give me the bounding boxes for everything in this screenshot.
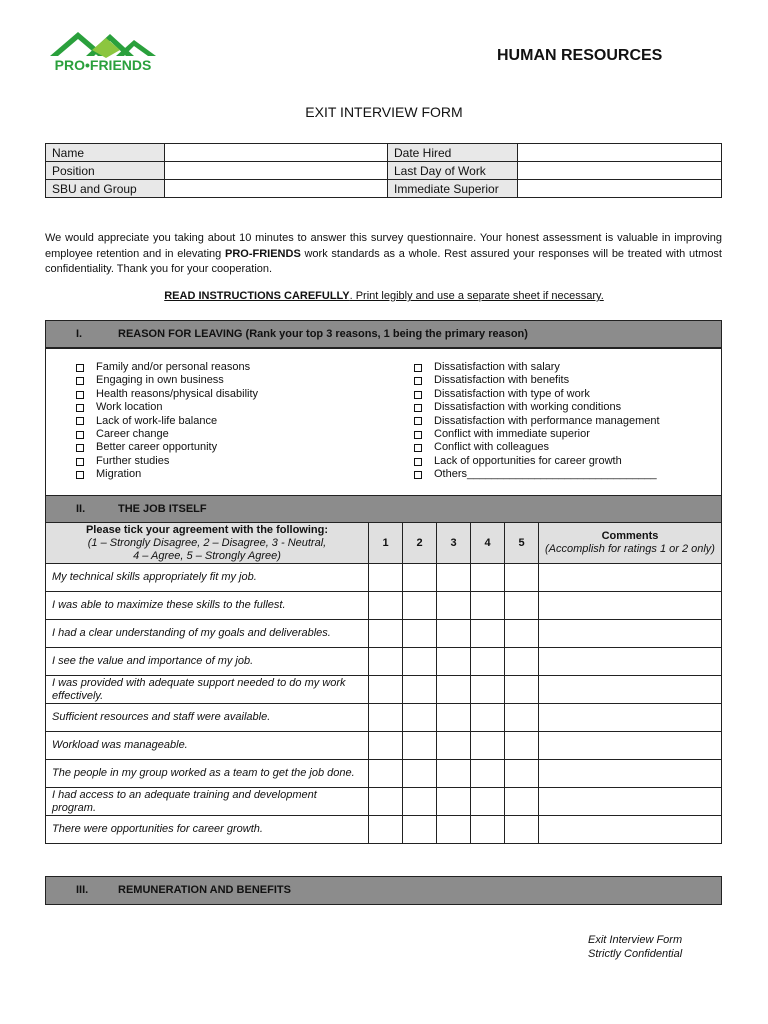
form-title: EXIT INTERVIEW FORM: [305, 104, 463, 120]
rating-header-5: 5: [505, 523, 539, 564]
reason-option-label: Lack of opportunities for career growth: [434, 454, 622, 467]
comments-title: Comments: [601, 530, 659, 542]
rating-cell-2[interactable]: [403, 760, 437, 788]
statement-text: Workload was manageable.: [46, 732, 369, 760]
rating-cell-1[interactable]: [369, 732, 403, 760]
info-row: [46, 180, 722, 198]
employee-info-table: [45, 143, 722, 198]
statement-text: There were opportunities for career growth.: [46, 816, 369, 844]
rating-cell-2[interactable]: [403, 704, 437, 732]
reason-option-label: Engaging in own business: [96, 374, 224, 387]
section-title: REASON FOR LEAVING (Rank your top 3 reasons, 1 being the primary reason): [118, 328, 528, 340]
checkbox-icon[interactable]: [414, 458, 422, 466]
info-label: Position: [46, 162, 165, 180]
comments-note: (Accomplish for ratings 1 or 2 only): [545, 543, 715, 555]
reason-option: [414, 374, 660, 387]
checkbox-icon[interactable]: [414, 444, 422, 452]
rating-header-4: 4: [471, 523, 505, 564]
rating-cell-3[interactable]: [437, 564, 471, 592]
reason-option: [414, 388, 660, 401]
checkbox-icon[interactable]: [414, 377, 422, 385]
comment-cell[interactable]: [539, 592, 722, 620]
reason-option: [414, 468, 660, 481]
reason-option: [414, 455, 660, 468]
section-header-reason-for-leaving: [45, 320, 722, 349]
reason-option: [76, 374, 258, 387]
rating-header-2: 2: [403, 523, 437, 564]
statement-text: Sufficient resources and staff were available.: [46, 704, 369, 732]
position-field[interactable]: [165, 162, 388, 180]
checkbox-icon[interactable]: [414, 417, 422, 425]
table-row: [46, 620, 722, 648]
rating-header-3: 3: [437, 523, 471, 564]
rating-cell-2[interactable]: [403, 816, 437, 844]
rating-cell-5[interactable]: [505, 676, 539, 704]
reason-option: [76, 428, 258, 441]
rating-cell-4[interactable]: [471, 704, 505, 732]
rating-cell-1[interactable]: [369, 592, 403, 620]
reason-option-label: Career change: [96, 428, 169, 441]
reason-option: [76, 441, 258, 454]
intro-text: work standards as a whole. Rest assured your responses will be treated with utmost confidentiality. Thank you for your cooperation.: [45, 247, 722, 275]
rating-cell-3[interactable]: [437, 788, 471, 816]
comment-cell[interactable]: [539, 676, 722, 704]
table-row: [46, 732, 722, 760]
rating-cell-2[interactable]: [403, 592, 437, 620]
checkbox-icon[interactable]: [414, 431, 422, 439]
footer-line: Exit Interview Form: [588, 934, 683, 946]
company-logo: [46, 26, 160, 74]
section-number: I.: [76, 328, 83, 340]
checkbox-icon[interactable]: [414, 391, 422, 399]
logo-wordmark: PRO•FRIENDS: [54, 57, 152, 73]
rating-cell-1[interactable]: [369, 788, 403, 816]
reason-option-label: Migration: [96, 468, 142, 481]
immediate-superior-field[interactable]: [518, 180, 722, 198]
mountain-logo-icon: [46, 26, 160, 58]
reason-option: [414, 415, 660, 428]
footer-line: Strictly Confidential: [588, 948, 683, 960]
reason-option: [414, 361, 660, 374]
info-row: [46, 144, 722, 162]
rating-cell-5[interactable]: [505, 816, 539, 844]
info-label: SBU and Group: [46, 180, 165, 198]
checkbox-icon[interactable]: [414, 471, 422, 479]
statement-text: I had a clear understanding of my goals and deliverables.: [46, 620, 369, 648]
section-title: REMUNERATION AND BENEFITS: [118, 884, 291, 896]
reason-option: [414, 428, 660, 441]
rating-cell-5[interactable]: [505, 788, 539, 816]
table-row: [46, 760, 722, 788]
agreement-scale: 4 – Agree, 5 – Strongly Agree): [133, 549, 281, 562]
checkbox-icon[interactable]: [76, 377, 84, 385]
info-row: [46, 162, 722, 180]
reason-option-label: Conflict with immediate superior: [434, 428, 590, 441]
checkbox-icon[interactable]: [76, 404, 84, 412]
rating-cell-3[interactable]: [437, 760, 471, 788]
rating-cell-4[interactable]: [471, 648, 505, 676]
comment-cell[interactable]: [539, 788, 722, 816]
section-header-job-itself: [45, 495, 722, 524]
rating-cell-1[interactable]: [369, 648, 403, 676]
comment-cell[interactable]: [539, 816, 722, 844]
table-row: [46, 704, 722, 732]
table-row: [46, 648, 722, 676]
reason-option-label: Others_______________________________: [434, 468, 657, 481]
rating-cell-1[interactable]: [369, 704, 403, 732]
rating-cell-5[interactable]: [505, 648, 539, 676]
info-label: Name: [46, 144, 165, 162]
rating-cell-2[interactable]: [403, 788, 437, 816]
rating-cell-4[interactable]: [471, 620, 505, 648]
rating-cell-3[interactable]: [437, 592, 471, 620]
comment-cell[interactable]: [539, 732, 722, 760]
comment-cell[interactable]: [539, 704, 722, 732]
statement-text: I was able to maximize these skills to the fullest.: [46, 592, 369, 620]
checkbox-icon[interactable]: [76, 471, 84, 479]
rating-header-1: 1: [369, 523, 403, 564]
reason-option-label: Dissatisfaction with salary: [434, 361, 560, 373]
rating-cell-4[interactable]: [471, 592, 505, 620]
table-row: [46, 592, 722, 620]
instructions-emphasis: READ INSTRUCTIONS CAREFULLY: [164, 290, 350, 302]
comment-cell[interactable]: [539, 620, 722, 648]
name-field[interactable]: [165, 144, 388, 162]
statement-text: My technical skills appropriately fit my job.: [46, 564, 369, 592]
reason-option-label: Dissatisfaction with benefits: [434, 374, 570, 387]
reason-option: [76, 468, 258, 481]
rating-cell-2[interactable]: [403, 732, 437, 760]
checkbox-icon[interactable]: [76, 431, 84, 439]
comment-cell[interactable]: [539, 564, 722, 592]
intro-brand: PRO-FRIENDS: [225, 247, 301, 260]
rating-cell-4[interactable]: [471, 564, 505, 592]
rating-cell-5[interactable]: [505, 620, 539, 648]
statement-text: I had access to an adequate training and development program.: [46, 788, 369, 816]
rating-cell-2[interactable]: [403, 676, 437, 704]
comment-cell[interactable]: [539, 760, 722, 788]
rating-cell-5[interactable]: [505, 592, 539, 620]
reason-option: [76, 415, 258, 428]
rating-cell-5[interactable]: [505, 704, 539, 732]
reason-option-label: Dissatisfaction with type of work: [434, 387, 590, 400]
rating-cell-3[interactable]: [437, 732, 471, 760]
rating-cell-4[interactable]: [471, 760, 505, 788]
reason-option-label: Better career opportunity: [96, 441, 218, 454]
last-day-field[interactable]: [518, 162, 722, 180]
intro-paragraph: [45, 231, 722, 278]
instructions: [0, 290, 768, 302]
table-row: [46, 564, 722, 592]
info-label: Date Hired: [388, 144, 518, 162]
rating-cell-1[interactable]: [369, 620, 403, 648]
department-title: HUMAN RESOURCES: [497, 47, 663, 64]
reason-option-label: Dissatisfaction with working conditions: [434, 401, 622, 414]
rating-cell-5[interactable]: [505, 760, 539, 788]
rating-cell-2[interactable]: [403, 564, 437, 592]
table-row: [46, 816, 722, 844]
section-header-remuneration: [45, 876, 722, 905]
rating-cell-3[interactable]: [437, 704, 471, 732]
rating-cell-4[interactable]: [471, 676, 505, 704]
reason-option-label: Health reasons/physical disability: [96, 387, 259, 400]
reason-option: [76, 455, 258, 468]
rating-cell-2[interactable]: [403, 648, 437, 676]
section-number: III.: [76, 884, 89, 896]
reason-options-right: [414, 361, 660, 482]
comment-cell[interactable]: [539, 648, 722, 676]
info-label: Last Day of Work: [388, 162, 518, 180]
reason-option-label: Conflict with colleagues: [434, 441, 549, 454]
reason-option-label: Lack of work-life balance: [96, 414, 218, 427]
reason-option: [414, 401, 660, 414]
section-number: II.: [76, 503, 86, 515]
rating-cell-1[interactable]: [369, 564, 403, 592]
reason-option-label: Further studies: [96, 454, 170, 467]
reason-option: [76, 401, 258, 414]
rating-cell-1[interactable]: [369, 760, 403, 788]
checkbox-icon[interactable]: [414, 364, 422, 372]
checkbox-icon[interactable]: [76, 444, 84, 452]
reason-option-label: Dissatisfaction with performance management: [434, 414, 660, 427]
comments-header: [539, 523, 722, 564]
rating-cell-1[interactable]: [369, 816, 403, 844]
reason-option: [76, 388, 258, 401]
reason-option-label: Family and/or personal reasons: [96, 361, 251, 373]
rating-cell-3[interactable]: [437, 620, 471, 648]
rating-cell-5[interactable]: [505, 564, 539, 592]
statement-text: The people in my group worked as a team to get the job done.: [46, 760, 369, 788]
checkbox-icon[interactable]: [76, 417, 84, 425]
section-title: THE JOB ITSELF: [118, 503, 207, 515]
rating-cell-3[interactable]: [437, 676, 471, 704]
agreement-scale: (1 – Strongly Disagree, 2 – Disagree, 3 - Neutral,: [87, 536, 327, 549]
sbu-group-field[interactable]: [165, 180, 388, 198]
rating-cell-2[interactable]: [403, 620, 437, 648]
job-rating-table: [45, 522, 722, 844]
reason-option-label: Work location: [96, 401, 163, 414]
table-row: [46, 788, 722, 816]
rating-cell-4[interactable]: [471, 788, 505, 816]
reason-options-box: [45, 347, 722, 497]
agreement-heading: Please tick your agreement with the following:: [85, 523, 329, 536]
rating-cell-4[interactable]: [471, 816, 505, 844]
intro-text: We would appreciate you taking about 10 minutes to answer this survey questionnaire. Your honest assessment is valuable in improving employee retention and in elevating: [45, 232, 722, 260]
checkbox-icon[interactable]: [76, 458, 84, 466]
statement-text: I see the value and importance of my job.: [46, 648, 369, 676]
rating-cell-3[interactable]: [437, 648, 471, 676]
page-footer: [588, 933, 682, 961]
checkbox-icon[interactable]: [414, 404, 422, 412]
checkbox-icon[interactable]: [76, 391, 84, 399]
rating-cell-3[interactable]: [437, 816, 471, 844]
info-label: Immediate Superior: [388, 180, 518, 198]
rating-cell-5[interactable]: [505, 732, 539, 760]
reason-option: [76, 361, 258, 374]
job-table-header: [46, 523, 722, 564]
checkbox-icon[interactable]: [76, 364, 84, 372]
instructions-rest: . Print legibly and use a separate sheet if necessary.: [349, 290, 604, 302]
rating-cell-4[interactable]: [471, 732, 505, 760]
statement-text: I was provided with adequate support needed to do my work effectively.: [46, 676, 369, 704]
agreement-instructions: [46, 523, 369, 564]
reason-options-left: [76, 361, 258, 482]
date-hired-field[interactable]: [518, 144, 722, 162]
reason-option: [414, 441, 660, 454]
rating-cell-1[interactable]: [369, 676, 403, 704]
table-row: [46, 676, 722, 704]
